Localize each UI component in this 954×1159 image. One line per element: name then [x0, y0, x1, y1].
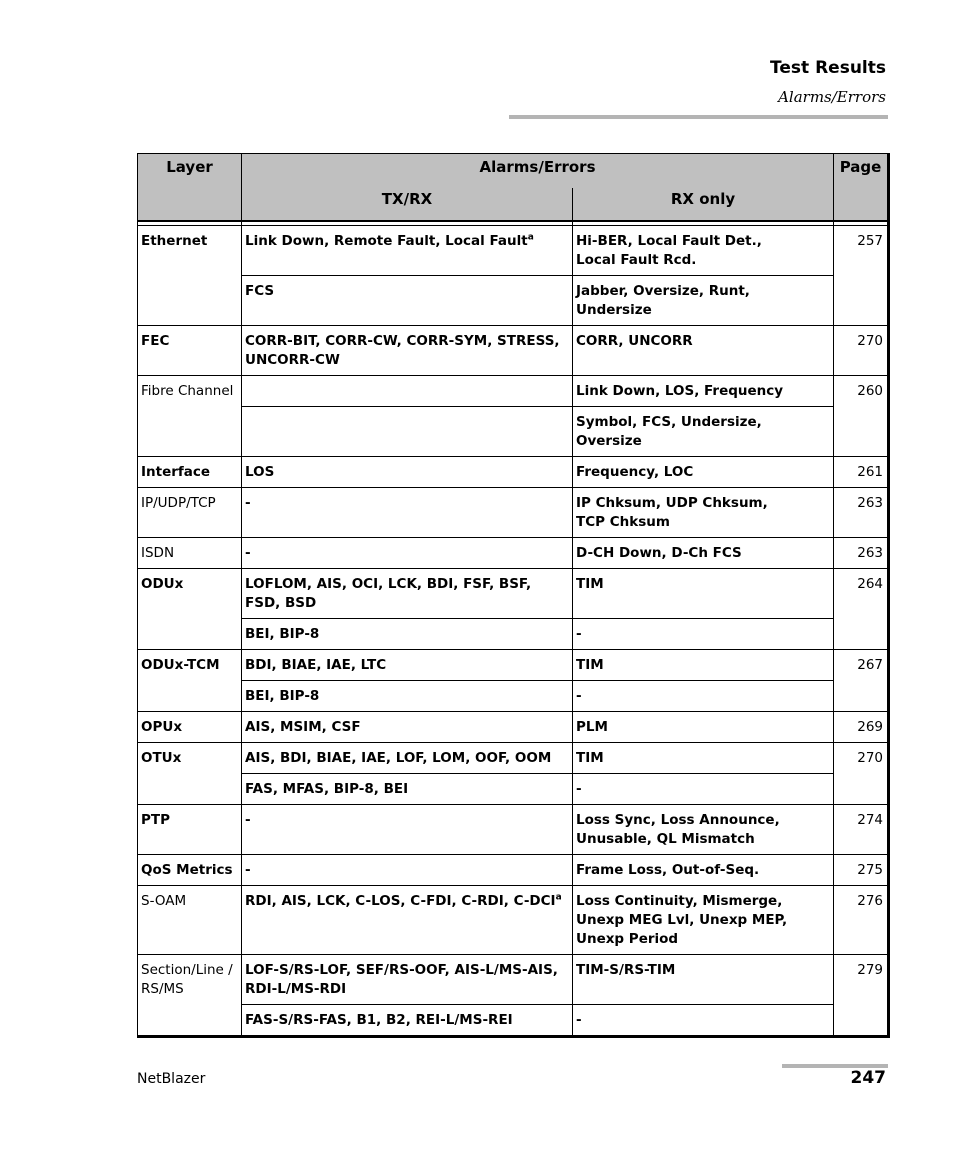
- table-row: [138, 407, 889, 457]
- table-row: [138, 712, 889, 743]
- column-header-rx-only: RX only: [573, 188, 834, 221]
- txrx-cell: [242, 376, 573, 407]
- table-row: [138, 226, 889, 276]
- page-ref-cell: 257: [834, 226, 889, 326]
- table-row: [138, 376, 889, 407]
- txrx-cell: -: [242, 538, 573, 569]
- rx-only-cell: Jabber, Oversize, Runt, Undersize: [573, 276, 834, 326]
- rx-only-cell: TIM-S/RS-TIM: [573, 955, 834, 1005]
- txrx-cell: CORR-BIT, CORR-CW, CORR-SYM, STRESS, UNCORR-CW: [242, 326, 573, 376]
- rx-only-cell: TIM: [573, 743, 834, 774]
- page-header-subtitle: Alarms/Errors: [778, 88, 886, 106]
- layer-cell: ODUx-TCM: [138, 650, 242, 712]
- rx-only-cell: CORR, UNCORR: [573, 326, 834, 376]
- txrx-cell: AIS, BDI, BIAE, IAE, LOF, LOM, OOF, OOM: [242, 743, 573, 774]
- layer-cell: ISDN: [138, 538, 242, 569]
- layer-cell: Interface: [138, 457, 242, 488]
- table-row: [138, 681, 889, 712]
- txrx-cell: -: [242, 855, 573, 886]
- page-ref-cell: 274: [834, 805, 889, 855]
- rx-only-cell: -: [573, 681, 834, 712]
- table-row: [138, 805, 889, 855]
- txrx-cell: BEI, BIP-8: [242, 681, 573, 712]
- layer-cell: IP/UDP/TCP: [138, 488, 242, 538]
- layer-cell: PTP: [138, 805, 242, 855]
- alarms-errors-table: [137, 153, 890, 1038]
- rx-only-cell: Frame Loss, Out-of-Seq.: [573, 855, 834, 886]
- layer-cell: FEC: [138, 326, 242, 376]
- txrx-cell: [242, 407, 573, 457]
- layer-cell: Fibre Channel: [138, 376, 242, 457]
- page-ref-cell: 267: [834, 650, 889, 712]
- table-row: [138, 276, 889, 326]
- table-row: [138, 326, 889, 376]
- txrx-cell: FAS, MFAS, BIP-8, BEI: [242, 774, 573, 805]
- page-ref-cell: 275: [834, 855, 889, 886]
- table-row: [138, 955, 889, 1005]
- txrx-cell: AIS, MSIM, CSF: [242, 712, 573, 743]
- column-header-layer: Layer: [138, 154, 242, 222]
- layer-cell: S-OAM: [138, 886, 242, 955]
- txrx-cell: RDI, AIS, LCK, C-LOS, C-FDI, C-RDI, C-DCI$^a$: [242, 886, 573, 955]
- rx-only-cell: -: [573, 774, 834, 805]
- table-row: [138, 457, 889, 488]
- table-row: [138, 774, 889, 805]
- table-row: [138, 650, 889, 681]
- txrx-cell: LOS: [242, 457, 573, 488]
- layer-cell: ODUx: [138, 569, 242, 650]
- txrx-cell: FAS-S/RS-FAS, B1, B2, REI-L/MS-REI: [242, 1005, 573, 1037]
- header-divider: [509, 115, 888, 119]
- layer-cell: Section/Line / RS/MS: [138, 955, 242, 1037]
- column-header-alarms-errors: Alarms/Errors: [242, 154, 834, 189]
- page-ref-cell: 276: [834, 886, 889, 955]
- column-header-page: Page: [834, 154, 889, 222]
- txrx-cell: Link Down, Remote Fault, Local Fault$^a$: [242, 226, 573, 276]
- rx-only-cell: D-CH Down, D-Ch FCS: [573, 538, 834, 569]
- rx-only-cell: Frequency, LOC: [573, 457, 834, 488]
- table-row: [138, 1005, 889, 1037]
- footer-page-number: 247: [850, 1068, 886, 1088]
- table-row: [138, 619, 889, 650]
- page-ref-cell: 264: [834, 569, 889, 650]
- table-row: [138, 538, 889, 569]
- txrx-cell: BDI, BIAE, IAE, LTC: [242, 650, 573, 681]
- footer-product-name: NetBlazer: [137, 1071, 206, 1087]
- table-row: [138, 743, 889, 774]
- table-row: [138, 488, 889, 538]
- txrx-cell: -: [242, 805, 573, 855]
- rx-only-cell: Loss Continuity, Mismerge, Unexp MEG Lvl, Unexp MEP, Unexp Period: [573, 886, 834, 955]
- page-ref-cell: 270: [834, 743, 889, 805]
- page-ref-cell: 263: [834, 488, 889, 538]
- page-ref-cell: 263: [834, 538, 889, 569]
- page-ref-cell: 261: [834, 457, 889, 488]
- footnote-marker: a: [527, 232, 534, 243]
- txrx-cell: BEI, BIP-8: [242, 619, 573, 650]
- layer-cell: OTUx: [138, 743, 242, 805]
- layer-cell: OPUx: [138, 712, 242, 743]
- rx-only-cell: TIM: [573, 650, 834, 681]
- rx-only-cell: Symbol, FCS, Undersize, Oversize: [573, 407, 834, 457]
- rx-only-cell: PLM: [573, 712, 834, 743]
- txrx-cell: LOF-S/RS-LOF, SEF/RS-OOF, AIS-L/MS-AIS, RDI-L/MS-RDI: [242, 955, 573, 1005]
- txrx-cell: -: [242, 488, 573, 538]
- page-ref-cell: 269: [834, 712, 889, 743]
- page-ref-cell: 279: [834, 955, 889, 1037]
- layer-cell: QoS Metrics: [138, 855, 242, 886]
- rx-only-cell: -: [573, 1005, 834, 1037]
- page-header-title: Test Results: [770, 58, 886, 78]
- rx-only-cell: Link Down, LOS, Frequency: [573, 376, 834, 407]
- txrx-cell: FCS: [242, 276, 573, 326]
- rx-only-cell: Loss Sync, Loss Announce, Unusable, QL Mismatch: [573, 805, 834, 855]
- layer-cell: Ethernet: [138, 226, 242, 326]
- rx-only-cell: TIM: [573, 569, 834, 619]
- column-header-txrx: TX/RX: [242, 188, 573, 221]
- table-row: [138, 855, 889, 886]
- rx-only-cell: IP Chksum, UDP Chksum, TCP Chksum: [573, 488, 834, 538]
- rx-only-cell: -: [573, 619, 834, 650]
- rx-only-cell: Hi-BER, Local Fault Det., Local Fault Rcd.: [573, 226, 834, 276]
- footnote-marker: a: [555, 892, 562, 903]
- table-row: [138, 886, 889, 955]
- txrx-cell: LOFLOM, AIS, OCI, LCK, BDI, FSF, BSF, FSD, BSD: [242, 569, 573, 619]
- page-ref-cell: 270: [834, 326, 889, 376]
- page-ref-cell: 260: [834, 376, 889, 457]
- table-row: [138, 569, 889, 619]
